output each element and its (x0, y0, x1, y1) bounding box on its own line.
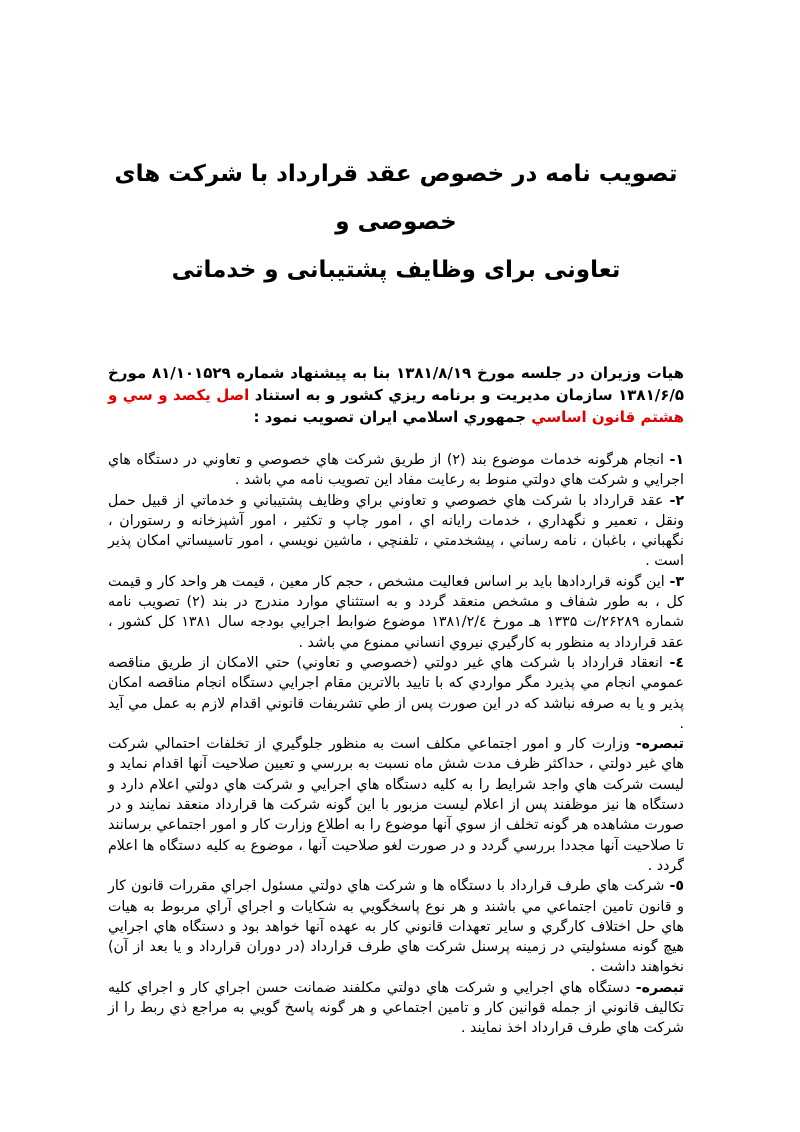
clause-number: ۳- (669, 573, 684, 590)
clause-5-note (108, 978, 684, 1039)
clause-5 (108, 876, 684, 977)
title-line-1: تصويب نامه در خصوص عقد قرارداد با شركت هاى خصوصى و (114, 161, 678, 235)
clause-number: ٤- (669, 654, 684, 671)
clause-2 (108, 491, 684, 572)
document-title (108, 150, 684, 294)
intro-paragraph (108, 362, 684, 428)
note-text: وزارت كار و امور اجتماعي مكلف است به منظور جلوگيري از تخلفات احتمالي شركت هاي غير دولتي ، حداكثر ظرف مدت شش ماه نسبت به بررسي و تعيين صلاحيت آنها اقدام نمايد و ليست شركت هاي واجد شرايط را به كليه دستگاه هاي اجرايي و شركت هاي دولتي اعلام دارد و دستگاه ها نيز موظفند پس از اعلام ليست مزبور با اين گونه شركت ها قرارداد منعقد نمايند و در صورت مشاهده هر گونه تخلف از سوي آنها موضوع را به اطلاع وزارت كار و امور اجتماعي برسانند تا صلاحيت آنها مجددا بررسي گردد و در صورت لغو صلاحيت آنها ، موضوع به كليه دستگاه ها اعلام گردد . (108, 736, 684, 874)
title-line-2: تعاونى براى وظايف پشتيبانى و خدماتى (171, 257, 621, 283)
note-label: تبصره- (635, 736, 684, 753)
clause-3 (108, 572, 684, 653)
clause-4-note (108, 734, 684, 876)
clause-number: ۱- (669, 452, 684, 468)
clause-text: انجام هرگونه خدمات موضوع بند (۲) از طريق شركت هاي خصوصي و تعاوني در دستگاه هاي اجرايي و شركت هاي دولتي منوط به رعايت مفاد اين تصويب نامه مي باشد . (108, 452, 684, 489)
note-text: دستگاه هاي اجرايي و شركت هاي دولتي مكلفند ضمانت حسن اجراي كار و اجراي كليه تكاليف قانوني از جمله قوانين كار و تامين اجتماعي و هر گونه پاسخ گويي به مراجع ذي ربط را از شركت هاي طرف قرارداد اخذ نمايند . (108, 979, 684, 1037)
intro-text-end: جمهوري اسلامي ايران تصويب نمود : (253, 408, 532, 426)
document-page (108, 150, 684, 1039)
clause-4 (108, 653, 684, 734)
clause-number: ۲- (669, 492, 684, 509)
clause-number: ٥- (669, 878, 684, 895)
clause-text: عقد قرارداد با شركت هاي خصوصي و تعاوني براي وظايف پشتيباني و خدماتي از قبيل حمل ونقل ، تعمير و نگهداري ، خدمات رايانه اي ، امور چاپ و تكثير ، امور آشپزخانه و رستوران ، نگهباني ، باغبان ، نامه رساني ، پيشخدمتي ، تلفنچي ، ماشين نويسي ، امور تاسيساتي امكان پذير است . (108, 492, 684, 570)
clause-text: اين گونه قراردادها بايد بر اساس فعاليت مشخص ، حجم كار معين ، قيمت هر واحد كار و قيمت كل ، به طور شفاف و مشخص منعقد گردد و به استثناي موارد مندرج در بند (۲) تصويب نامه شماره ۲۶۲۸۹/ت ۱۳۳۵ هـ مورخ ۱۳۸۱/۲/٤ موضوع ضوابط اجرايي بودجه سال ۱۳۸۱ كل كشور ، عقد قرارداد به منظور به كارگيري نيروي انساني ممنوع مي باشد . (108, 573, 685, 651)
clause-text: انعقاد قرارداد با شركت هاي غير دولتي (خصوصي و تعاوني) حتي الامكان از طريق مناقصه عمومي انجام مي پذيرد مگر مواردي كه با تاييد بالاترين مقام اجرايي دستگاه انجام مناقصه امكان پذير و يا به صرفه نباشد كه در اين صورت پس از طي تشريفات قانوني اقدام لازم به عمل مي آيد . (108, 654, 684, 732)
note-label: تبصره- (635, 979, 684, 996)
clause-text: شركت هاي طرف قرارداد با دستگاه ها و شركت هاي دولتي مسئول اجراي مقررات قانون كار و قانون تامين اجتماعي مي باشند و هر نوع پاسخگويي به شكايات و اجراي آراي مربوط به هيات هاي حل اختلاف كارگري و ساير تعهدات قانوني كار به عهده آنها خواهد بود و دستگاه هاي اجرايي هيچ گونه مسئوليتي در زمينه پرسنل شركت هاي طرف قرارداد (در دوران قرارداد و يا بعد از آن) نخواهند داشت . (108, 878, 684, 976)
intro-legal-reference: اصل يكصد و سي و هشتم قانون اساسي (108, 386, 684, 426)
clause-1 (108, 450, 684, 491)
intro-text-start: هيات وزيران در جلسه مورخ ۱۳۸۱/۸/۱۹ بنا به پيشنهاد شماره ۸۱/۱۰۱۵۲۹ مورخ ۱۳۸۱/۶/۵ سازمان مديريت و برنامه ريزي كشور و به استناد (108, 364, 685, 404)
document-body (108, 450, 684, 1039)
